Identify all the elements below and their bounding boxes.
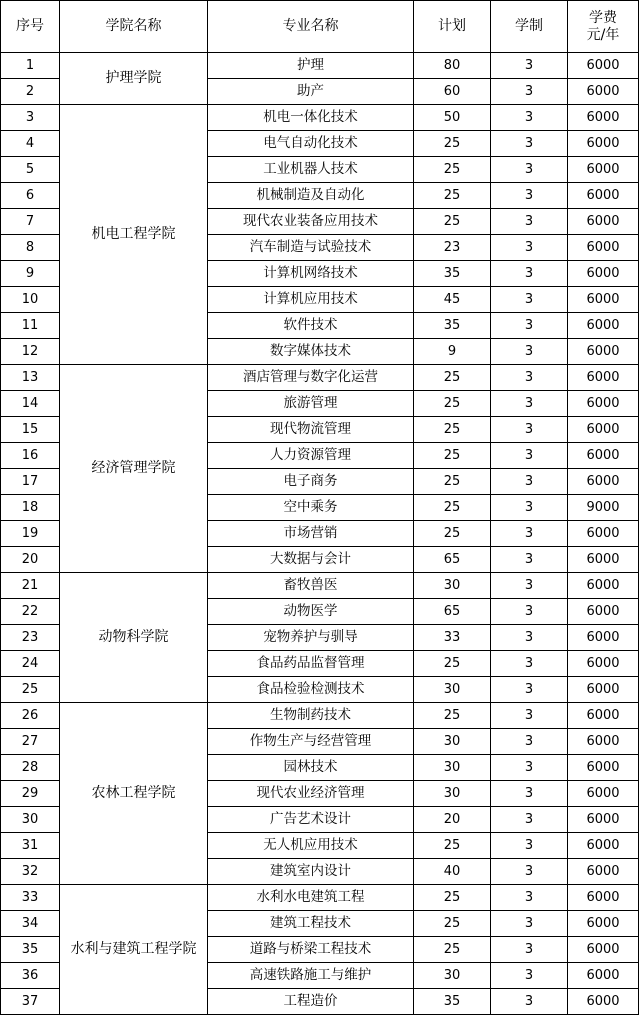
header-tuition-line2: 元/年 <box>586 26 620 43</box>
row-index: 6 <box>1 183 60 209</box>
major-name: 助产 <box>208 79 414 105</box>
duration-years: 3 <box>491 547 568 573</box>
major-name: 道路与桥梁工程技术 <box>208 937 414 963</box>
plan-count: 25 <box>414 703 491 729</box>
row-index: 20 <box>1 547 60 573</box>
tuition-fee: 6000 <box>568 235 639 261</box>
row-index: 21 <box>1 573 60 599</box>
row-index: 9 <box>1 261 60 287</box>
tuition-fee: 6000 <box>568 677 639 703</box>
duration-years: 3 <box>491 495 568 521</box>
tuition-fee: 6000 <box>568 105 639 131</box>
plan-count: 60 <box>414 79 491 105</box>
major-name: 空中乘务 <box>208 495 414 521</box>
tuition-fee: 6000 <box>568 261 639 287</box>
row-index: 36 <box>1 963 60 989</box>
plan-count: 25 <box>414 157 491 183</box>
row-index: 33 <box>1 885 60 911</box>
major-name: 现代物流管理 <box>208 417 414 443</box>
plan-count: 25 <box>414 443 491 469</box>
row-index: 37 <box>1 989 60 1015</box>
table-body <box>1 53 639 1015</box>
duration-years: 3 <box>491 989 568 1015</box>
duration-years: 3 <box>491 521 568 547</box>
plan-count: 25 <box>414 885 491 911</box>
tuition-fee: 6000 <box>568 625 639 651</box>
plan-count: 25 <box>414 365 491 391</box>
tuition-fee: 6000 <box>568 417 639 443</box>
plan-count: 30 <box>414 963 491 989</box>
duration-years: 3 <box>491 417 568 443</box>
plan-count: 35 <box>414 261 491 287</box>
major-name: 工程造价 <box>208 989 414 1015</box>
major-name: 建筑室内设计 <box>208 859 414 885</box>
table-row <box>1 365 639 391</box>
duration-years: 3 <box>491 183 568 209</box>
row-index: 16 <box>1 443 60 469</box>
duration-years: 3 <box>491 157 568 183</box>
duration-years: 3 <box>491 235 568 261</box>
duration-years: 3 <box>491 261 568 287</box>
plan-count: 80 <box>414 53 491 79</box>
plan-count: 9 <box>414 339 491 365</box>
college-name: 动物科学院 <box>60 573 208 703</box>
duration-years: 3 <box>491 599 568 625</box>
tuition-fee: 6000 <box>568 209 639 235</box>
major-name: 计算机应用技术 <box>208 287 414 313</box>
major-name: 高速铁路施工与维护 <box>208 963 414 989</box>
row-index: 25 <box>1 677 60 703</box>
major-name: 动物医学 <box>208 599 414 625</box>
duration-years: 3 <box>491 833 568 859</box>
header-tuition <box>568 1 639 53</box>
row-index: 14 <box>1 391 60 417</box>
row-index: 13 <box>1 365 60 391</box>
tuition-fee: 6000 <box>568 755 639 781</box>
row-index: 19 <box>1 521 60 547</box>
tuition-fee: 6000 <box>568 391 639 417</box>
row-index: 15 <box>1 417 60 443</box>
tuition-fee: 6000 <box>568 287 639 313</box>
major-name: 作物生产与经营管理 <box>208 729 414 755</box>
plan-count: 25 <box>414 833 491 859</box>
header-row <box>1 1 639 53</box>
tuition-fee: 6000 <box>568 781 639 807</box>
tuition-fee: 6000 <box>568 339 639 365</box>
tuition-fee: 6000 <box>568 833 639 859</box>
plan-count: 40 <box>414 859 491 885</box>
duration-years: 3 <box>491 963 568 989</box>
plan-count: 25 <box>414 131 491 157</box>
duration-years: 3 <box>491 365 568 391</box>
duration-years: 3 <box>491 703 568 729</box>
row-index: 11 <box>1 313 60 339</box>
row-index: 34 <box>1 911 60 937</box>
plan-count: 30 <box>414 729 491 755</box>
tuition-fee: 6000 <box>568 469 639 495</box>
row-index: 7 <box>1 209 60 235</box>
tuition-fee: 6000 <box>568 547 639 573</box>
duration-years: 3 <box>491 105 568 131</box>
plan-count: 45 <box>414 287 491 313</box>
major-name: 数字媒体技术 <box>208 339 414 365</box>
row-index: 29 <box>1 781 60 807</box>
plan-count: 33 <box>414 625 491 651</box>
major-name: 食品检验检测技术 <box>208 677 414 703</box>
duration-years: 3 <box>491 625 568 651</box>
major-name: 现代农业经济管理 <box>208 781 414 807</box>
major-name: 无人机应用技术 <box>208 833 414 859</box>
tuition-fee: 6000 <box>568 521 639 547</box>
major-name: 市场营销 <box>208 521 414 547</box>
duration-years: 3 <box>491 807 568 833</box>
tuition-fee: 6000 <box>568 651 639 677</box>
plan-count: 65 <box>414 599 491 625</box>
row-index: 12 <box>1 339 60 365</box>
row-index: 4 <box>1 131 60 157</box>
row-index: 35 <box>1 937 60 963</box>
row-index: 30 <box>1 807 60 833</box>
tuition-fee: 6000 <box>568 859 639 885</box>
tuition-fee: 6000 <box>568 573 639 599</box>
tuition-fee: 6000 <box>568 703 639 729</box>
tuition-fee: 6000 <box>568 183 639 209</box>
header-index: 序号 <box>1 1 60 53</box>
major-name: 工业机器人技术 <box>208 157 414 183</box>
duration-years: 3 <box>491 755 568 781</box>
row-index: 24 <box>1 651 60 677</box>
row-index: 32 <box>1 859 60 885</box>
college-name: 水利与建筑工程学院 <box>60 885 208 1015</box>
header-college: 学院名称 <box>60 1 208 53</box>
header-tuition-line1: 学费 <box>589 9 617 26</box>
header-plan: 计划 <box>414 1 491 53</box>
row-index: 28 <box>1 755 60 781</box>
duration-years: 3 <box>491 79 568 105</box>
tuition-fee: 6000 <box>568 53 639 79</box>
plan-count: 30 <box>414 677 491 703</box>
duration-years: 3 <box>491 391 568 417</box>
header-major: 专业名称 <box>208 1 414 53</box>
duration-years: 3 <box>491 885 568 911</box>
major-name: 软件技术 <box>208 313 414 339</box>
plan-count: 30 <box>414 755 491 781</box>
row-index: 26 <box>1 703 60 729</box>
duration-years: 3 <box>491 131 568 157</box>
duration-years: 3 <box>491 209 568 235</box>
college-name: 机电工程学院 <box>60 105 208 365</box>
duration-years: 3 <box>491 469 568 495</box>
row-index: 22 <box>1 599 60 625</box>
row-index: 2 <box>1 79 60 105</box>
college-name: 经济管理学院 <box>60 365 208 573</box>
major-name: 广告艺术设计 <box>208 807 414 833</box>
plan-count: 25 <box>414 391 491 417</box>
tuition-fee: 6000 <box>568 157 639 183</box>
tuition-fee: 6000 <box>568 729 639 755</box>
duration-years: 3 <box>491 651 568 677</box>
table-row <box>1 573 639 599</box>
plan-count: 25 <box>414 469 491 495</box>
major-name: 建筑工程技术 <box>208 911 414 937</box>
tuition-fee: 9000 <box>568 495 639 521</box>
plan-count: 25 <box>414 183 491 209</box>
duration-years: 3 <box>491 911 568 937</box>
row-index: 17 <box>1 469 60 495</box>
tuition-fee: 6000 <box>568 79 639 105</box>
tuition-fee: 6000 <box>568 911 639 937</box>
major-name: 水利水电建筑工程 <box>208 885 414 911</box>
plan-count: 35 <box>414 989 491 1015</box>
major-name: 人力资源管理 <box>208 443 414 469</box>
row-index: 10 <box>1 287 60 313</box>
major-name: 机械制造及自动化 <box>208 183 414 209</box>
major-name: 电子商务 <box>208 469 414 495</box>
major-name: 护理 <box>208 53 414 79</box>
tuition-fee: 6000 <box>568 443 639 469</box>
tuition-fee: 6000 <box>568 365 639 391</box>
duration-years: 3 <box>491 781 568 807</box>
duration-years: 3 <box>491 313 568 339</box>
plan-count: 20 <box>414 807 491 833</box>
table-row <box>1 105 639 131</box>
tuition-fee: 6000 <box>568 131 639 157</box>
duration-years: 3 <box>491 937 568 963</box>
college-name: 护理学院 <box>60 53 208 105</box>
row-index: 1 <box>1 53 60 79</box>
major-name: 大数据与会计 <box>208 547 414 573</box>
table-row <box>1 703 639 729</box>
plan-count: 23 <box>414 235 491 261</box>
tuition-fee: 6000 <box>568 937 639 963</box>
plan-count: 25 <box>414 209 491 235</box>
duration-years: 3 <box>491 53 568 79</box>
major-name: 食品药品监督管理 <box>208 651 414 677</box>
plan-count: 30 <box>414 781 491 807</box>
plan-count: 25 <box>414 937 491 963</box>
table-row <box>1 53 639 79</box>
major-name: 现代农业装备应用技术 <box>208 209 414 235</box>
major-name: 电气自动化技术 <box>208 131 414 157</box>
duration-years: 3 <box>491 339 568 365</box>
plan-count: 50 <box>414 105 491 131</box>
plan-count: 25 <box>414 911 491 937</box>
row-index: 18 <box>1 495 60 521</box>
plan-count: 25 <box>414 417 491 443</box>
major-name: 宠物养护与驯导 <box>208 625 414 651</box>
major-name: 旅游管理 <box>208 391 414 417</box>
duration-years: 3 <box>491 573 568 599</box>
row-index: 23 <box>1 625 60 651</box>
major-name: 生物制药技术 <box>208 703 414 729</box>
duration-years: 3 <box>491 443 568 469</box>
table-row <box>1 885 639 911</box>
major-name: 园林技术 <box>208 755 414 781</box>
duration-years: 3 <box>491 729 568 755</box>
duration-years: 3 <box>491 859 568 885</box>
tuition-fee: 6000 <box>568 963 639 989</box>
plan-count: 30 <box>414 573 491 599</box>
plan-count: 25 <box>414 495 491 521</box>
tuition-fee: 6000 <box>568 807 639 833</box>
duration-years: 3 <box>491 287 568 313</box>
row-index: 31 <box>1 833 60 859</box>
major-name: 计算机网络技术 <box>208 261 414 287</box>
plan-count: 35 <box>414 313 491 339</box>
row-index: 5 <box>1 157 60 183</box>
header-duration: 学制 <box>491 1 568 53</box>
college-name: 农林工程学院 <box>60 703 208 885</box>
plan-count: 25 <box>414 651 491 677</box>
major-name: 酒店管理与数字化运营 <box>208 365 414 391</box>
major-name: 畜牧兽医 <box>208 573 414 599</box>
tuition-fee: 6000 <box>568 989 639 1015</box>
tuition-fee: 6000 <box>568 313 639 339</box>
plan-count: 25 <box>414 521 491 547</box>
major-name: 汽车制造与试验技术 <box>208 235 414 261</box>
row-index: 27 <box>1 729 60 755</box>
row-index: 8 <box>1 235 60 261</box>
row-index: 3 <box>1 105 60 131</box>
plan-count: 65 <box>414 547 491 573</box>
tuition-fee: 6000 <box>568 885 639 911</box>
major-name: 机电一体化技术 <box>208 105 414 131</box>
duration-years: 3 <box>491 677 568 703</box>
tuition-fee: 6000 <box>568 599 639 625</box>
